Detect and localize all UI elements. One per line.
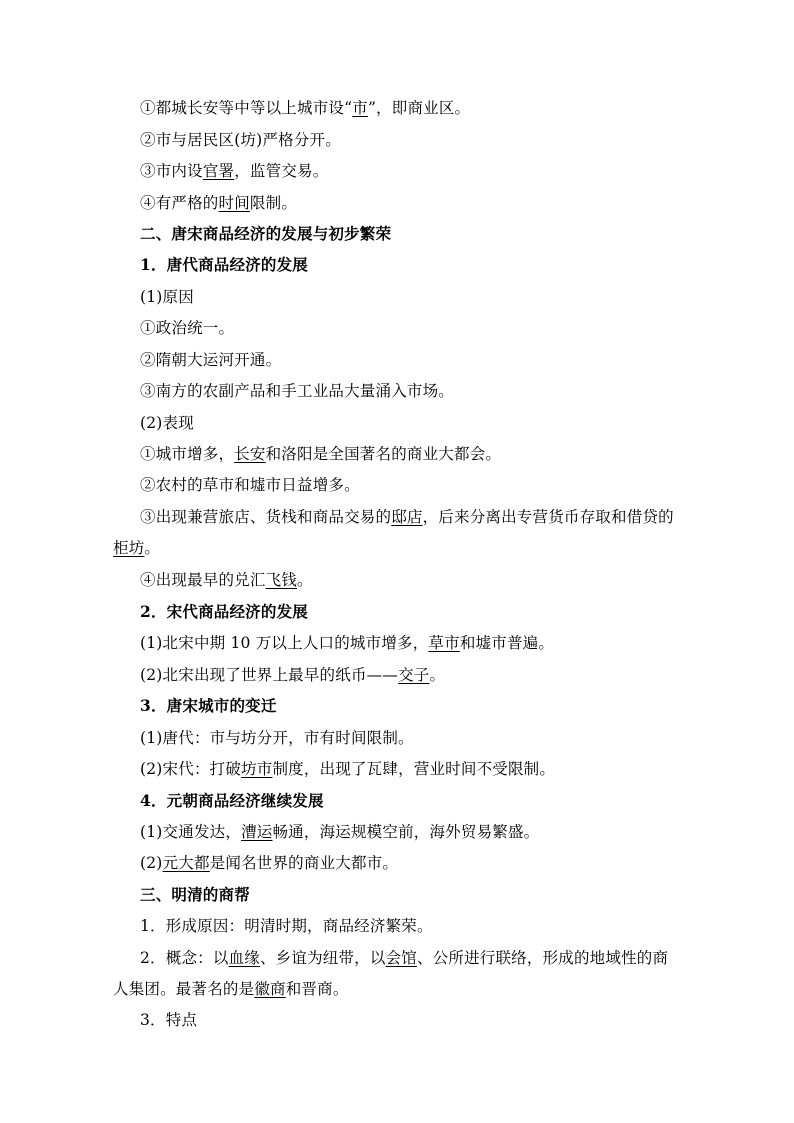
text-segment: ②隋朝大运河开通。 [140, 351, 282, 369]
text-segment: (1)交通发达， [140, 823, 242, 841]
text-line [140, 160, 328, 182]
section-heading [140, 790, 324, 812]
text-segment: 人集团。最著名的是 [113, 980, 255, 998]
underlined-term: 徽商 [254, 980, 286, 998]
text-segment: 和晋商。 [285, 980, 349, 998]
text-segment: 二、唐宋商品经济的发展与初步繁荣 [140, 224, 392, 243]
underlined-term: 血缘 [228, 949, 260, 967]
text-segment: 2．概念：以 [140, 949, 229, 967]
underlined-term: 时间 [218, 194, 250, 212]
underlined-term: 邸店 [391, 508, 423, 526]
text-line [140, 664, 445, 686]
text-line [140, 1009, 197, 1031]
text-segment: 、公所进行联络，形成的地域性的商 [416, 949, 669, 967]
section-heading [140, 601, 308, 623]
text-segment: 2．宋代商品经济的发展 [140, 602, 308, 621]
text-segment: ”，即商业区。 [367, 99, 471, 117]
text-segment: ①政治统一。 [140, 319, 235, 337]
text-segment: 1．唐代商品经济的发展 [140, 255, 308, 274]
underlined-term: 漕运 [241, 823, 273, 841]
section-heading [140, 884, 250, 906]
section-heading [140, 223, 391, 245]
text-segment: 限制。 [249, 194, 298, 212]
text-segment: 。 [144, 539, 161, 557]
text-line [140, 286, 194, 308]
text-line [140, 97, 470, 119]
text-segment: ③出现兼营旅店、货栈和商品交易的 [140, 508, 392, 526]
underlined-term: 会馆 [385, 949, 417, 967]
text-line [140, 412, 194, 434]
text-line [140, 915, 433, 937]
text-segment: (1)北宋中期 10 万以上人口的城市增多， [140, 634, 429, 652]
text-segment: 畅通，海运规模空前，海外贸易繁盛。 [272, 823, 540, 841]
text-line [140, 947, 668, 969]
underlined-term: 市 [352, 99, 368, 117]
text-line [140, 727, 414, 749]
text-line [140, 129, 341, 151]
text-segment: 3．特点 [140, 1011, 198, 1029]
text-segment: 4．元朝商品经济继续发展 [140, 791, 324, 810]
text-line [113, 537, 160, 559]
text-segment: 、乡谊为纽带，以 [259, 949, 386, 967]
text-line [140, 852, 398, 874]
text-segment: 三、明清的商帮 [140, 885, 250, 904]
underlined-term: 坊市 [241, 760, 273, 778]
text-line [113, 978, 349, 1000]
text-segment: (2)宋代：打破 [140, 760, 242, 778]
text-segment: (1)原因 [140, 288, 194, 306]
text-line [140, 821, 539, 843]
text-segment: (2)表现 [140, 414, 194, 432]
underlined-term: 草市 [428, 634, 460, 652]
text-segment: ，监管交易。 [234, 162, 329, 180]
text-segment: ②农村的草市和墟市日益增多。 [140, 476, 360, 494]
text-segment: ④出现最早的兑汇 [140, 571, 266, 589]
underlined-term: 长安 [234, 445, 266, 463]
underlined-term: 柜坊 [113, 539, 145, 557]
text-segment: ③市内设 [140, 162, 203, 180]
text-segment: 。 [297, 571, 313, 589]
text-line [140, 192, 297, 214]
text-segment: ①都城长安等中等以上城市设“ [140, 99, 353, 117]
text-line [140, 474, 360, 496]
text-segment: (2) [140, 854, 163, 872]
section-heading [140, 695, 277, 717]
text-segment: 和墟市普遍。 [459, 634, 555, 652]
text-segment: 。 [429, 666, 446, 684]
underlined-term: 交子 [398, 666, 430, 684]
text-line [140, 380, 454, 402]
text-line [140, 443, 501, 465]
text-segment: (2)北宋出现了世界上最早的纸币—— [140, 666, 399, 684]
underlined-term: 飞钱 [265, 571, 298, 589]
underlined-term: 元大都 [162, 854, 210, 872]
text-segment: 1．形成原因：明清时期，商品经济繁荣。 [140, 917, 433, 935]
text-segment: 是闻名世界的商业大都市。 [209, 854, 399, 872]
text-line [140, 506, 674, 528]
underlined-term: 官署 [202, 162, 235, 180]
text-line [140, 632, 554, 654]
text-segment: ，后来分离出专营货币存取和借贷的 [422, 508, 674, 526]
text-segment: 和洛阳是全国著名的商业大都会。 [265, 445, 502, 463]
text-line [140, 317, 234, 339]
text-line [140, 569, 313, 591]
text-segment: ③南方的农副产品和手工业品大量涌入市场。 [140, 382, 455, 400]
text-segment: ②市与居民区(坊)严格分开。 [140, 131, 341, 149]
text-line [140, 349, 281, 371]
text-segment: 3．唐宋城市的变迁 [140, 696, 277, 715]
section-heading [140, 254, 308, 276]
text-line [140, 758, 555, 780]
text-segment: 制度，出现了瓦肆，营业时间不受限制。 [272, 760, 556, 778]
text-segment: (1)唐代：市与坊分开，市有时间限制。 [140, 729, 414, 747]
text-segment: ④有严格的 [140, 194, 219, 212]
text-segment: ①城市增多， [140, 445, 235, 463]
